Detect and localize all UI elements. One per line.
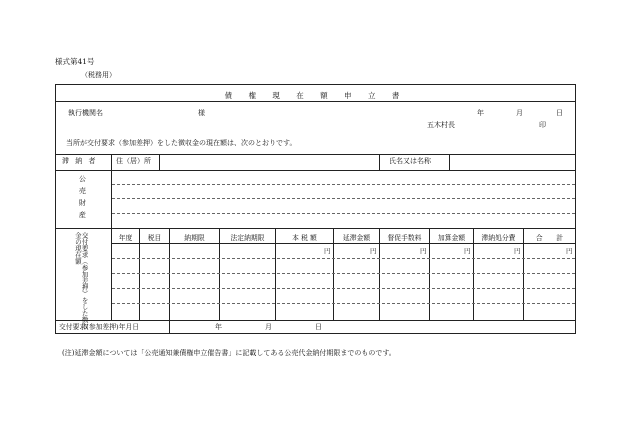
cell-divider: [159, 154, 160, 170]
honorific: 様: [198, 109, 205, 117]
column-header: 督促手数料: [387, 234, 422, 242]
request-month: 月: [265, 323, 272, 331]
form-number: 様式第41号: [55, 57, 95, 66]
date-day: 日: [556, 109, 563, 117]
yen-unit: 円: [566, 247, 573, 255]
column-header: 年度: [118, 234, 133, 242]
footnote: (注)延滞金額については「公売通知兼債権申立催告書」に記載してある公売代金納付期限までのものです。: [62, 349, 396, 357]
title-divider: [56, 101, 575, 102]
property-line: [112, 184, 575, 185]
amount-line: [112, 258, 575, 259]
cell-divider: [169, 320, 170, 334]
intro-text: 当所が交付要求（参加差押）をした徴収金の現在額は、次のとおりです。: [66, 139, 297, 147]
yen-unit: 円: [324, 247, 331, 255]
column-header: 加算金額: [437, 234, 466, 242]
request-year: 年: [215, 323, 222, 331]
column-header: 合 計: [535, 234, 564, 242]
executing-agency-label: 執行機関名: [68, 109, 103, 117]
yen-unit: 円: [370, 247, 377, 255]
property-line: [112, 213, 575, 214]
date-month: 月: [516, 109, 523, 117]
date-year: 年: [477, 109, 484, 117]
issuer: 五木村長: [427, 121, 455, 129]
column-header: 税目: [147, 234, 162, 242]
amount-line: [112, 273, 575, 274]
row-divider: [56, 154, 575, 155]
form-title: 債 権 現 在 額 申 立 書: [224, 91, 407, 100]
cell-divider: [111, 170, 112, 228]
column-header: 法定納期限: [230, 234, 265, 242]
property-line: [112, 198, 575, 199]
request-label: 交付要求（参加差押）をした徴収金の現在額: [73, 232, 89, 330]
column-header: 納期限: [184, 234, 205, 242]
yen-unit: 円: [514, 247, 521, 255]
row-divider: [111, 243, 575, 244]
column-header: 滞納処分費: [481, 234, 516, 242]
column-header: 本 税 額: [292, 234, 317, 242]
column-header: 延滞金額: [342, 234, 371, 242]
row-divider: [56, 228, 575, 229]
row-divider: [56, 170, 575, 171]
cell-divider: [379, 154, 380, 170]
name-label: 氏名又は名称: [389, 157, 431, 165]
property-label: 公売財産: [78, 175, 87, 223]
cell-divider: [111, 154, 112, 170]
amount-line: [112, 303, 575, 304]
amount-line: [112, 288, 575, 289]
cell-divider: [449, 154, 450, 170]
yen-unit: 円: [464, 247, 471, 255]
form-box: [55, 84, 576, 334]
form-usage: （税務用）: [81, 71, 116, 79]
taxpayer-label: 滞 納 者: [62, 157, 98, 165]
seal-mark: 印: [539, 121, 546, 129]
request-day: 日: [315, 323, 322, 331]
address-label: 住（居）所: [116, 157, 151, 165]
yen-unit: 円: [420, 247, 427, 255]
request-date-label: 交付要求(参加差押)年月日: [59, 323, 140, 331]
row-divider: [56, 320, 575, 321]
